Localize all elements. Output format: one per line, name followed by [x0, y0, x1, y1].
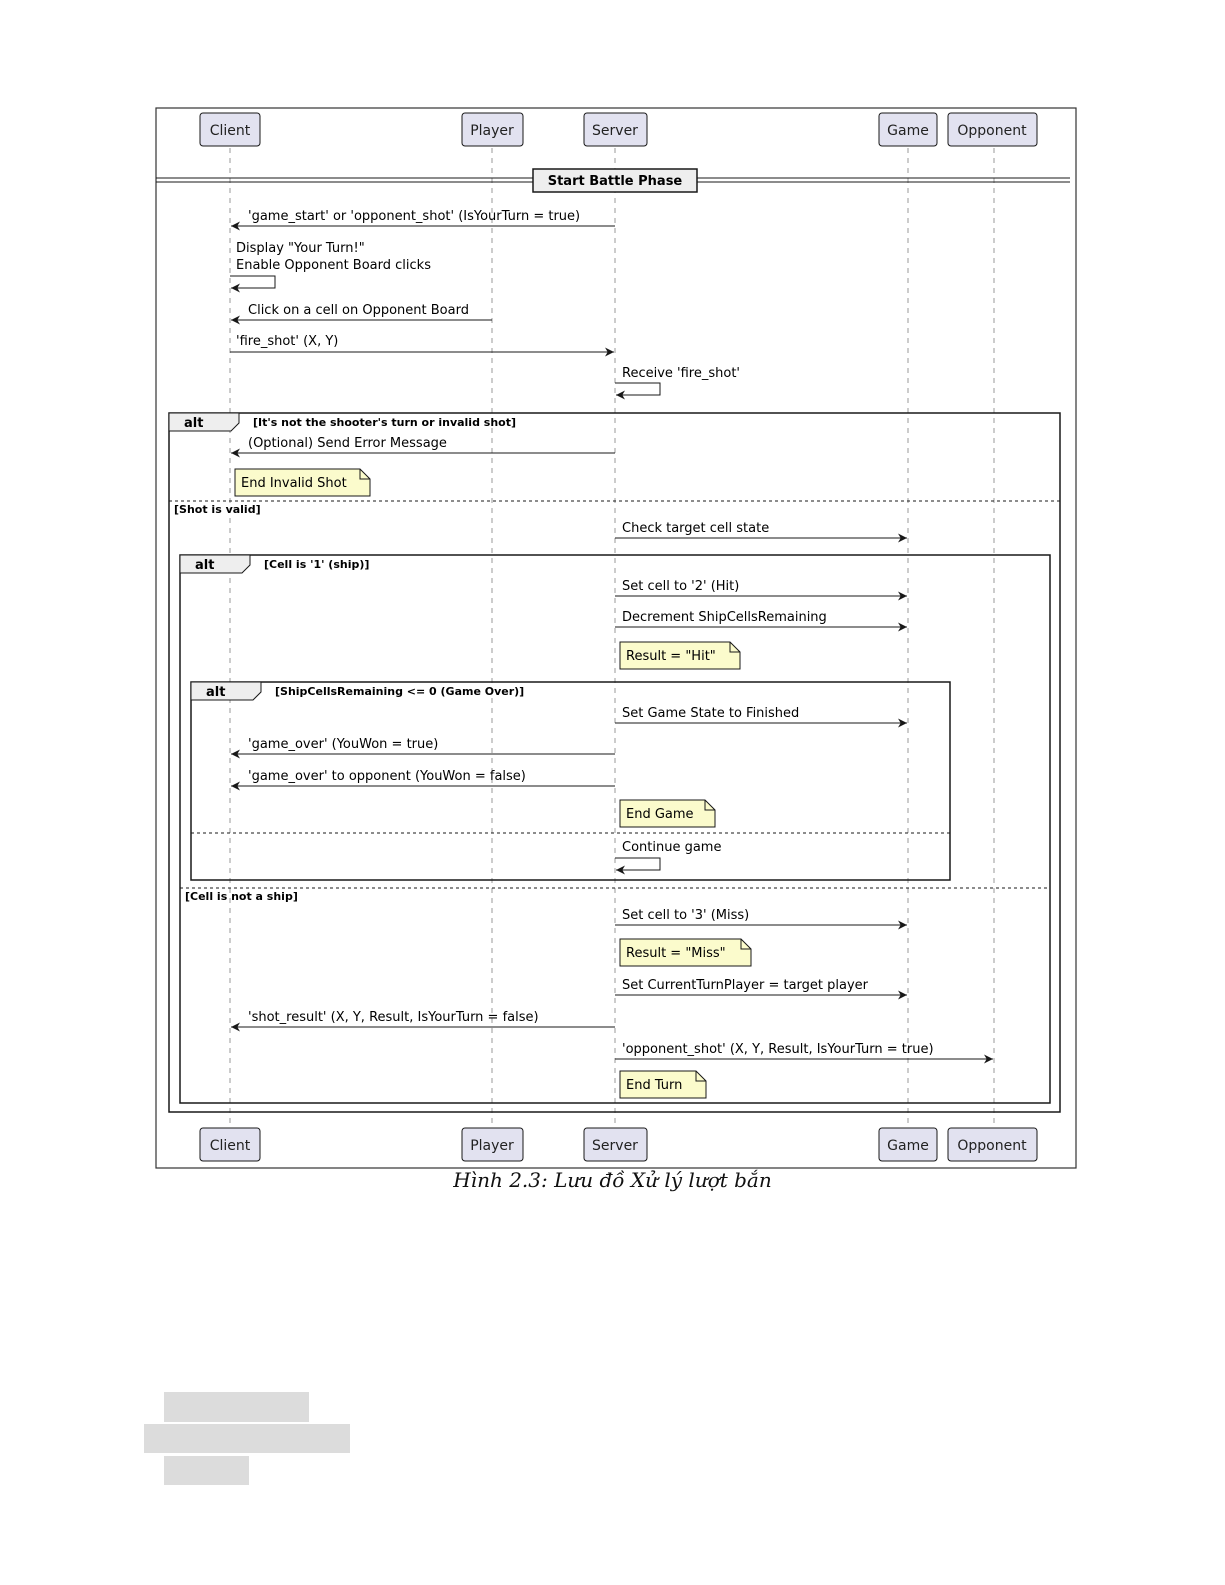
figure-caption: Hình 2.3: Lưu đồ Xử lý lượt bắn: [453, 1168, 772, 1192]
note-label: Result = "Miss": [626, 946, 726, 961]
message-click-cell: [231, 303, 492, 320]
participant-label: Client: [209, 123, 251, 139]
note-end-invalid-shot: [235, 469, 370, 496]
message-label: Click on a cell on Opponent Board: [248, 303, 469, 318]
redacted-block: [164, 1392, 309, 1422]
message-label: Check target cell state: [622, 521, 770, 536]
redacted-block: [144, 1424, 350, 1453]
message-label-line2: Enable Opponent Board clicks: [236, 258, 431, 273]
participant-player-bottom: [462, 1128, 523, 1161]
note-result-hit: [620, 642, 740, 669]
fragment-keyword: alt: [195, 558, 215, 573]
message-game-start: [231, 209, 615, 226]
participant-player-top: [462, 113, 523, 146]
note-result-miss: [620, 939, 751, 966]
message-label: Set CurrentTurnPlayer = target player: [622, 978, 869, 993]
fragment-keyword: alt: [184, 416, 204, 431]
message-label: Set Game State to Finished: [622, 706, 800, 721]
message-label: 'game_start' or 'opponent_shot' (IsYourTurn = true): [248, 209, 581, 224]
participant-label: Game: [887, 123, 929, 139]
note-label: End Invalid Shot: [241, 476, 347, 491]
message-label: Continue game: [622, 840, 722, 855]
message-label: 'game_over' to opponent (YouWon = false): [248, 769, 526, 784]
divider-label: Start Battle Phase: [547, 174, 683, 189]
note-end-game: [620, 800, 715, 827]
participant-label: Client: [209, 1138, 251, 1154]
message-label: (Optional) Send Error Message: [248, 436, 447, 451]
note-label: Result = "Hit": [626, 649, 716, 664]
participant-server-bottom: [584, 1128, 647, 1161]
message-label: Display "Your Turn!": [236, 241, 365, 256]
participant-server-top: [584, 113, 647, 146]
participant-label: Opponent: [957, 123, 1027, 139]
participant-game-bottom: [879, 1128, 937, 1161]
participant-label: Opponent: [957, 1138, 1027, 1154]
fragment-condition: [Cell is '1' (ship)]: [264, 558, 370, 571]
fragment-else-label: [Shot is valid]: [174, 503, 261, 516]
participant-client-top: [200, 113, 260, 146]
note-end-turn: [620, 1071, 706, 1098]
redacted-block: [164, 1456, 249, 1485]
message-label: 'game_over' (YouWon = true): [248, 737, 439, 752]
note-label: End Game: [626, 807, 694, 822]
fragment-condition: [It's not the shooter's turn or invalid shot]: [253, 416, 517, 429]
fragment-else-label: [Cell is not a ship]: [185, 890, 298, 903]
participant-game-top: [879, 113, 937, 146]
fragment-keyword: alt: [206, 685, 226, 700]
note-label: End Turn: [626, 1078, 683, 1093]
participant-label: Server: [592, 1138, 638, 1154]
participant-client-bottom: [200, 1128, 260, 1161]
participant-label: Game: [887, 1138, 929, 1154]
participant-label: Player: [470, 123, 514, 139]
message-set-current-turn: [615, 978, 907, 995]
message-label: Set cell to '3' (Miss): [622, 908, 750, 923]
message-label: 'opponent_shot' (X, Y, Result, IsYourTurn = true): [622, 1042, 934, 1057]
message-label: Set cell to '2' (Hit): [622, 579, 740, 594]
participant-label: Server: [592, 123, 638, 139]
message-label: Receive 'fire_shot': [622, 366, 740, 381]
message-label: 'fire_shot' (X, Y): [236, 334, 339, 349]
message-label: Decrement ShipCellsRemaining: [622, 610, 827, 625]
fragment-condition: [ShipCellsRemaining <= 0 (Game Over)]: [275, 685, 525, 698]
participant-label: Player: [470, 1138, 514, 1154]
participant-opponent-bottom: [948, 1128, 1037, 1161]
message-label: 'shot_result' (X, Y, Result, IsYourTurn = false): [248, 1010, 539, 1025]
participant-opponent-top: [948, 113, 1037, 146]
